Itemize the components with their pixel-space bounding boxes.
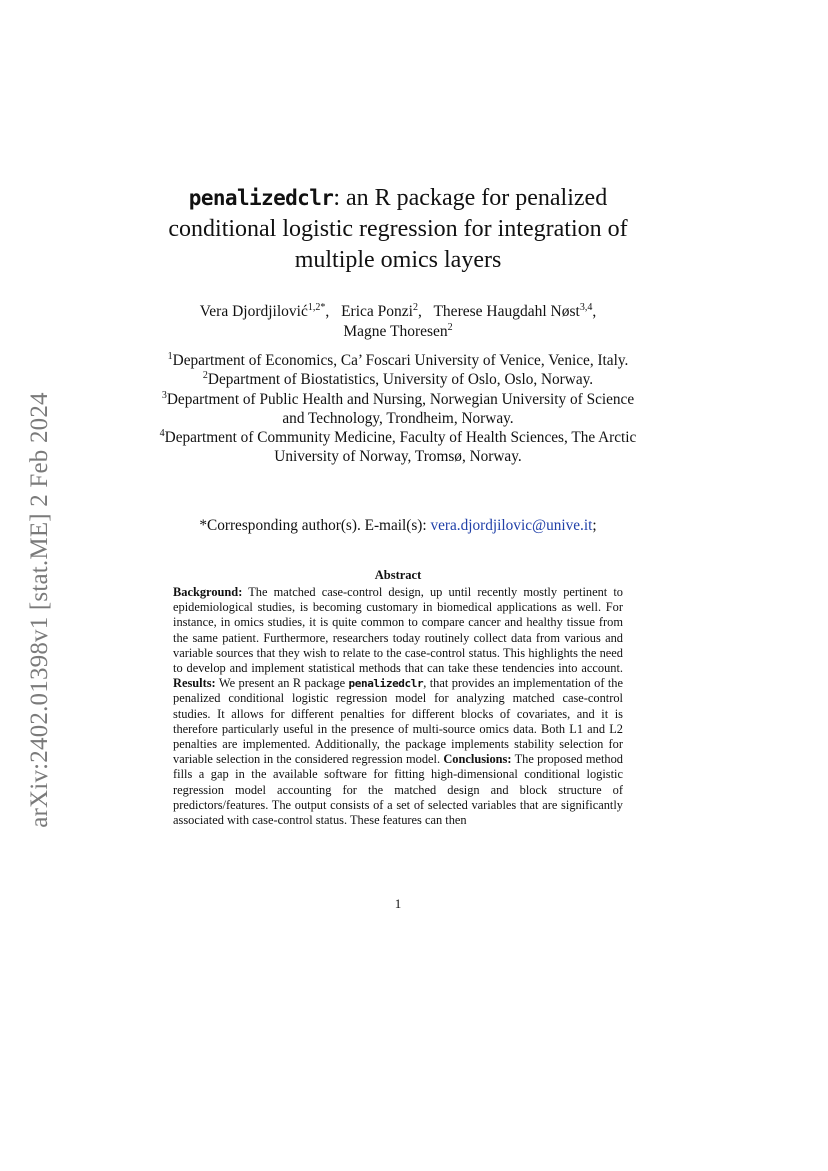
- affiliation-text: Department of Biostatistics, University of Oslo, Oslo, Norway.: [207, 371, 594, 389]
- author-name: Erica Ponzi: [341, 303, 413, 320]
- affiliation: [150, 428, 646, 467]
- author-affil-sup: 2: [412, 301, 418, 313]
- affiliation-sup: 2: [202, 370, 208, 382]
- title-text: : an R package for penalized conditional logistic regression for integration of multiple omics layers: [168, 185, 628, 273]
- background-label: Background:: [173, 585, 243, 599]
- background-text: The matched case-control design, up until recently mostly pertinent to epidemiological studies, is becoming customary in biomedical applications as well. For instance, in omics studies, it is quite common to compare cancer and healthy tissue from the same patient. Furthermore, researchers today routinely collect data from various and variable sources that they wish to relate to the case-control status. This highlights the need to develop and implement statistical methods that can take these tendencies into account.: [173, 585, 623, 676]
- conclusions-label: Conclusions:: [443, 752, 512, 767]
- page-number: 1: [394, 896, 402, 911]
- corresponding-author: [150, 516, 646, 536]
- conclusions-text: The proposed method fills a gap in the available software for fitting high-dimensional conditional logistic regression model accounting for the matched design and block structure of predictors/features. The output consists of a set of selected variables that are significantly associated with case-control status. These features can then: [173, 752, 623, 828]
- corresponding-label: *Corresponding author(s). E-mail(s):: [199, 517, 427, 534]
- affiliation-list: [150, 351, 646, 467]
- email-link[interactable]: vera.djordjilovic@unive.it: [430, 517, 593, 534]
- results-text-2: , that provides an implementation of the penalized conditional logistic regression model for analyzing matched case-control studies. It allows for different penalties for different blocks of covariates, and it is therefore particularly useful in the presence of multi-source omics data. Both L1 and L2 penalties are implemented. Additionally, the package implements stability selection for variable selection in the considered regression model.: [173, 676, 623, 767]
- author-name: Therese Haugdahl Nøst: [433, 303, 580, 320]
- arxiv-identifier: arXiv:2402.01398v1 [stat.ME] 2 Feb 2024: [26, 392, 54, 828]
- paper-title: [160, 183, 636, 276]
- corresponding-suffix: ;: [592, 517, 597, 534]
- affiliation: [150, 390, 646, 429]
- abstract-heading: Abstract: [374, 568, 422, 582]
- affiliation-sup: 1: [167, 350, 173, 362]
- abstract-body: [173, 585, 623, 828]
- author-name: Vera Djordjilović: [199, 303, 308, 320]
- author-affil-sup: 2: [447, 321, 453, 333]
- affiliation-sup: 3: [161, 389, 167, 401]
- author-name: Magne Thoresen: [343, 323, 448, 340]
- results-label: Results:: [173, 676, 216, 691]
- affiliation-sup: 4: [159, 428, 165, 440]
- affiliation-text: Department of Economics, Ca’ Foscari University of Venice, Venice, Italy.: [172, 352, 629, 369]
- affiliation: [150, 370, 646, 389]
- affiliation-text: Department of Public Health and Nursing, Norwegian University of Science and Technology, Trondheim, Norway.: [166, 390, 635, 427]
- author-affil-sup: 1,2*: [307, 301, 326, 313]
- affiliation: [150, 351, 646, 370]
- arxiv-side-stamp: [20, 364, 60, 856]
- author-affil-sup: 3,4: [579, 301, 593, 313]
- affiliation-text: Department of Community Medicine, Faculty of Health Sciences, The Arctic University of Norway, Tromsø, Norway.: [164, 429, 637, 466]
- results-package-name: penalizedclr: [348, 677, 424, 691]
- results-text-1: We present an R package: [218, 676, 346, 691]
- title-package-name: penalizedclr: [188, 186, 334, 210]
- author-list: Vera Djordjilović$^{1,2*}$, Erica Ponzi$^2$, Therese Haugdahl Nøst$^{3,4}$, Magne Thoresen$^2$: [199, 301, 597, 340]
